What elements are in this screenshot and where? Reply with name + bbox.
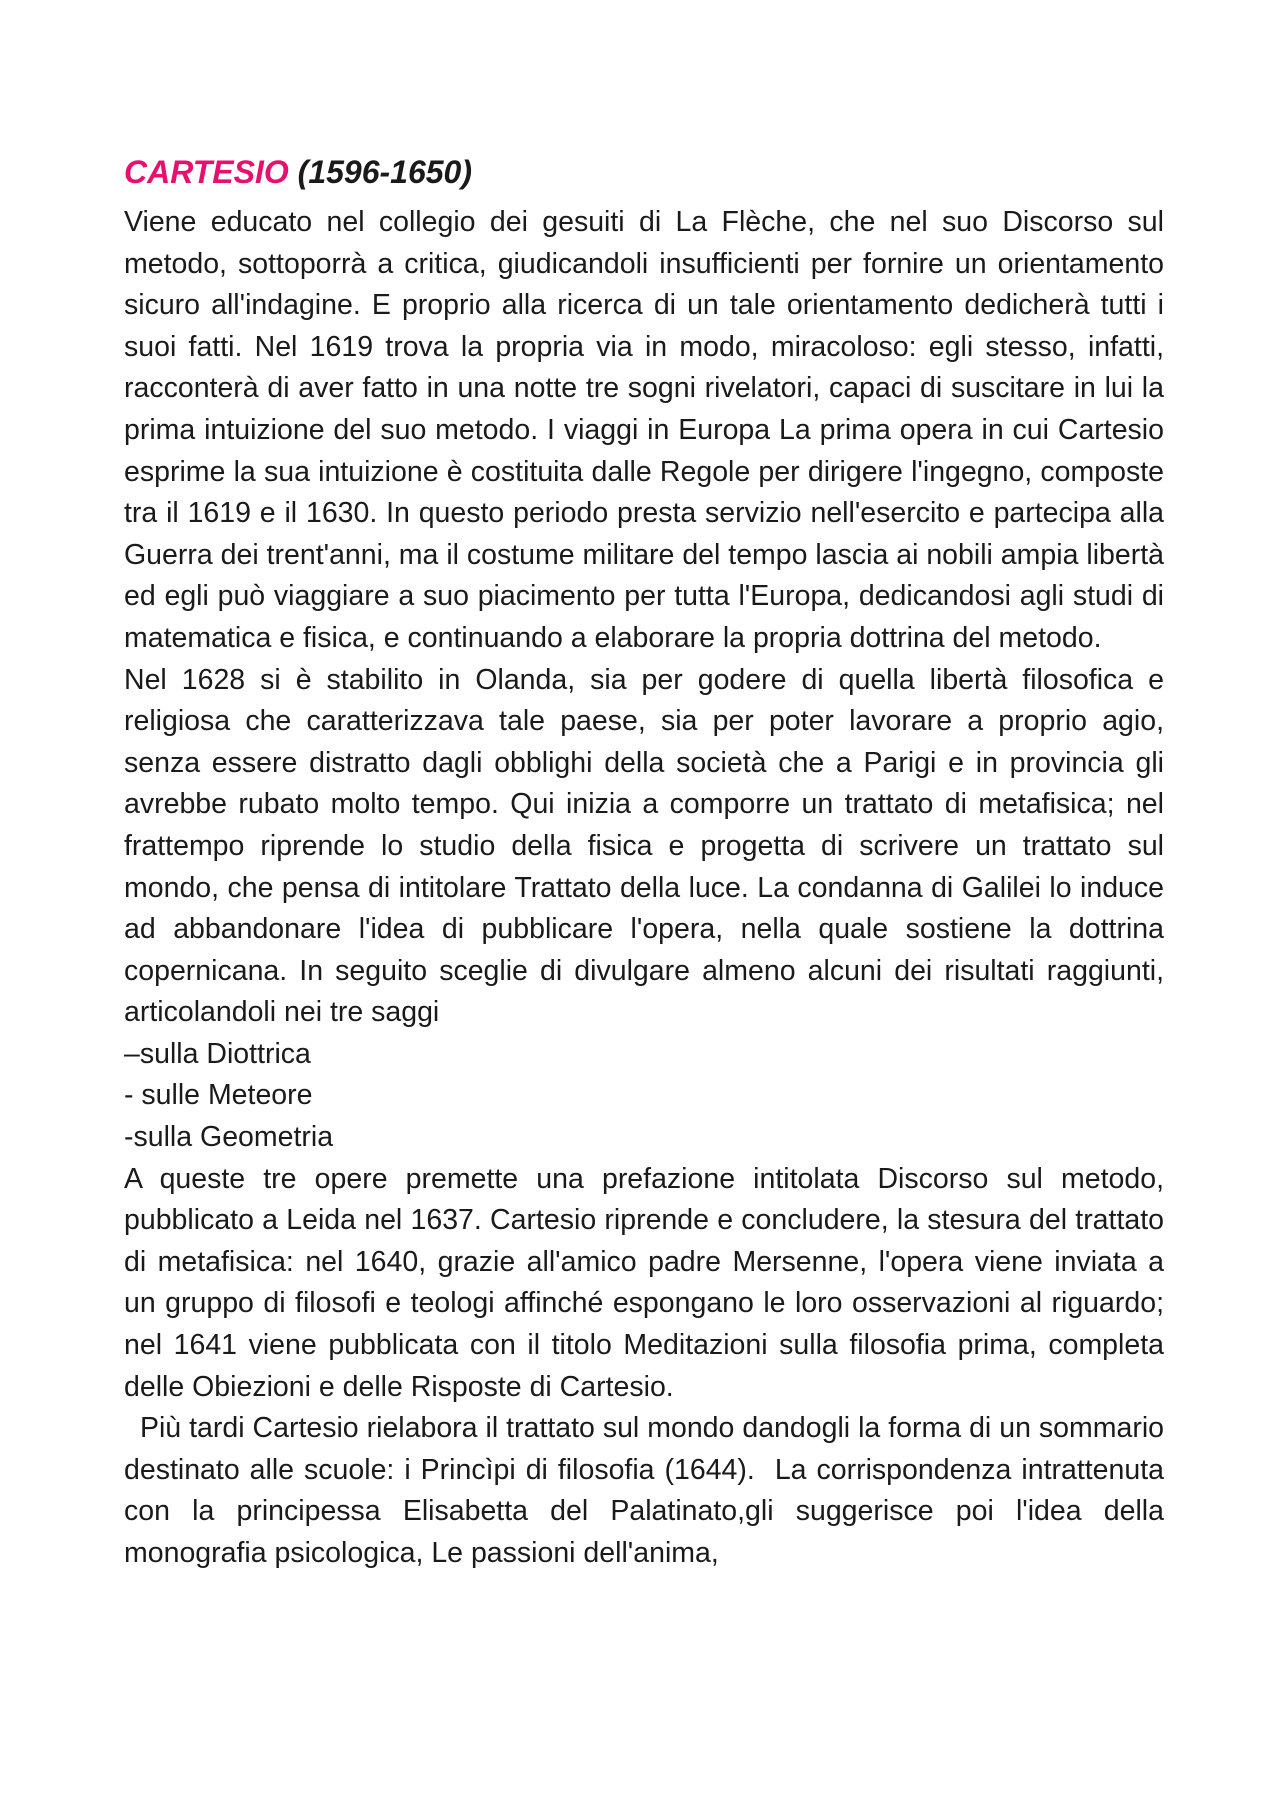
paragraph-principi: Più tardi Cartesio rielabora il trattato sul mondo dandogli la forma di un sommario destinato alle scuole: i Princìpi di filosofia (1644). La corrispondenza intrattenuta con la principessa Elisabetta del Palatinato,gli suggerisce poi l'idea della monografia psicologica, Le passioni dell'anima,: [124, 1412, 1172, 1569]
essay-item-geometria: -sulla Geometria: [124, 1121, 334, 1154]
paragraph-olanda: Nel 1628 si è stabilito in Olanda, sia per godere di quella libertà filosofica e religiosa che caratterizzava tale paese, sia per poter lavorare a proprio agio, senza essere distratto dagli obblighi della società che a Parigi e in provincia gli avrebbe rubato molto tempo. Qui inizia a comporre un trattato di metafisica; nel frattempo riprende lo studio della fisica e progetta di scrivere un trattato sul mondo, che pensa di intitolare Trattato della luce. La condanna di Galilei lo induce ad abbandonare l'idea di pubblicare l'opera, nella quale sostiene la dottrina copernicana. In seguito sceglie di divulgare almeno alcuni dei risultati raggiunti, articolandoli nei tre saggi: [124, 663, 1164, 1029]
document-body: [124, 150, 1172, 1575]
essay-item-meteore: - sulle Meteore: [124, 1079, 313, 1112]
page-title: [124, 150, 1164, 194]
title-name: CARTESIO: [124, 154, 289, 190]
title-years: (1596-1650): [297, 154, 472, 190]
paragraph-education: Viene educato nel collegio dei gesuiti di La Flèche, che nel suo Discorso sul metodo, sottoporrà a critica, giudicandoli insufficienti per fornire un orientamento sicuro all'indagine. E proprio alla ricerca di un tale orientamento dedicherà tutti i suoi fatti. Nel 1619 trova la propria via in modo, miracoloso: egli stesso, infatti, racconterà di aver fatto in una notte tre sogni rivelatori, capaci di suscitare in lui la prima intuizione del suo metodo. I viaggi in Europa La prima opera in cui Cartesio esprime la sua intuizione è costituita dalle Regole per dirigere l'ingegno, composte tra il 1619 e il 1630. In questo periodo presta servizio nell'esercito e partecipa alla Guerra dei trent'anni, ma il costume militare del tempo lascia ai nobili ampia libertà ed egli può viaggiare a suo piacimento per tutta l'Europa, dedicandosi agli studi di matematica e fisica, e continuando a elaborare la propria dottrina del metodo.: [124, 206, 1164, 654]
paragraph-discorso: A queste tre opere premette una prefazione intitolata Discorso sul metodo, pubblicato a Leida nel 1637. Cartesio riprende e concludere, la stesura del trattato di metafisica: nel 1640, grazie all'amico padre Mersenne, l'opera viene inviata a un gruppo di filosofi e teologi affinché espongano le loro osservazioni al riguardo; nel 1641 viene pubblicata con il titolo Meditazioni sulla filosofia prima, completa delle Obiezioni e delle Risposte di Cartesio.: [124, 1162, 1164, 1403]
essay-item-diottrica: –sulla Diottrica: [124, 1037, 311, 1070]
